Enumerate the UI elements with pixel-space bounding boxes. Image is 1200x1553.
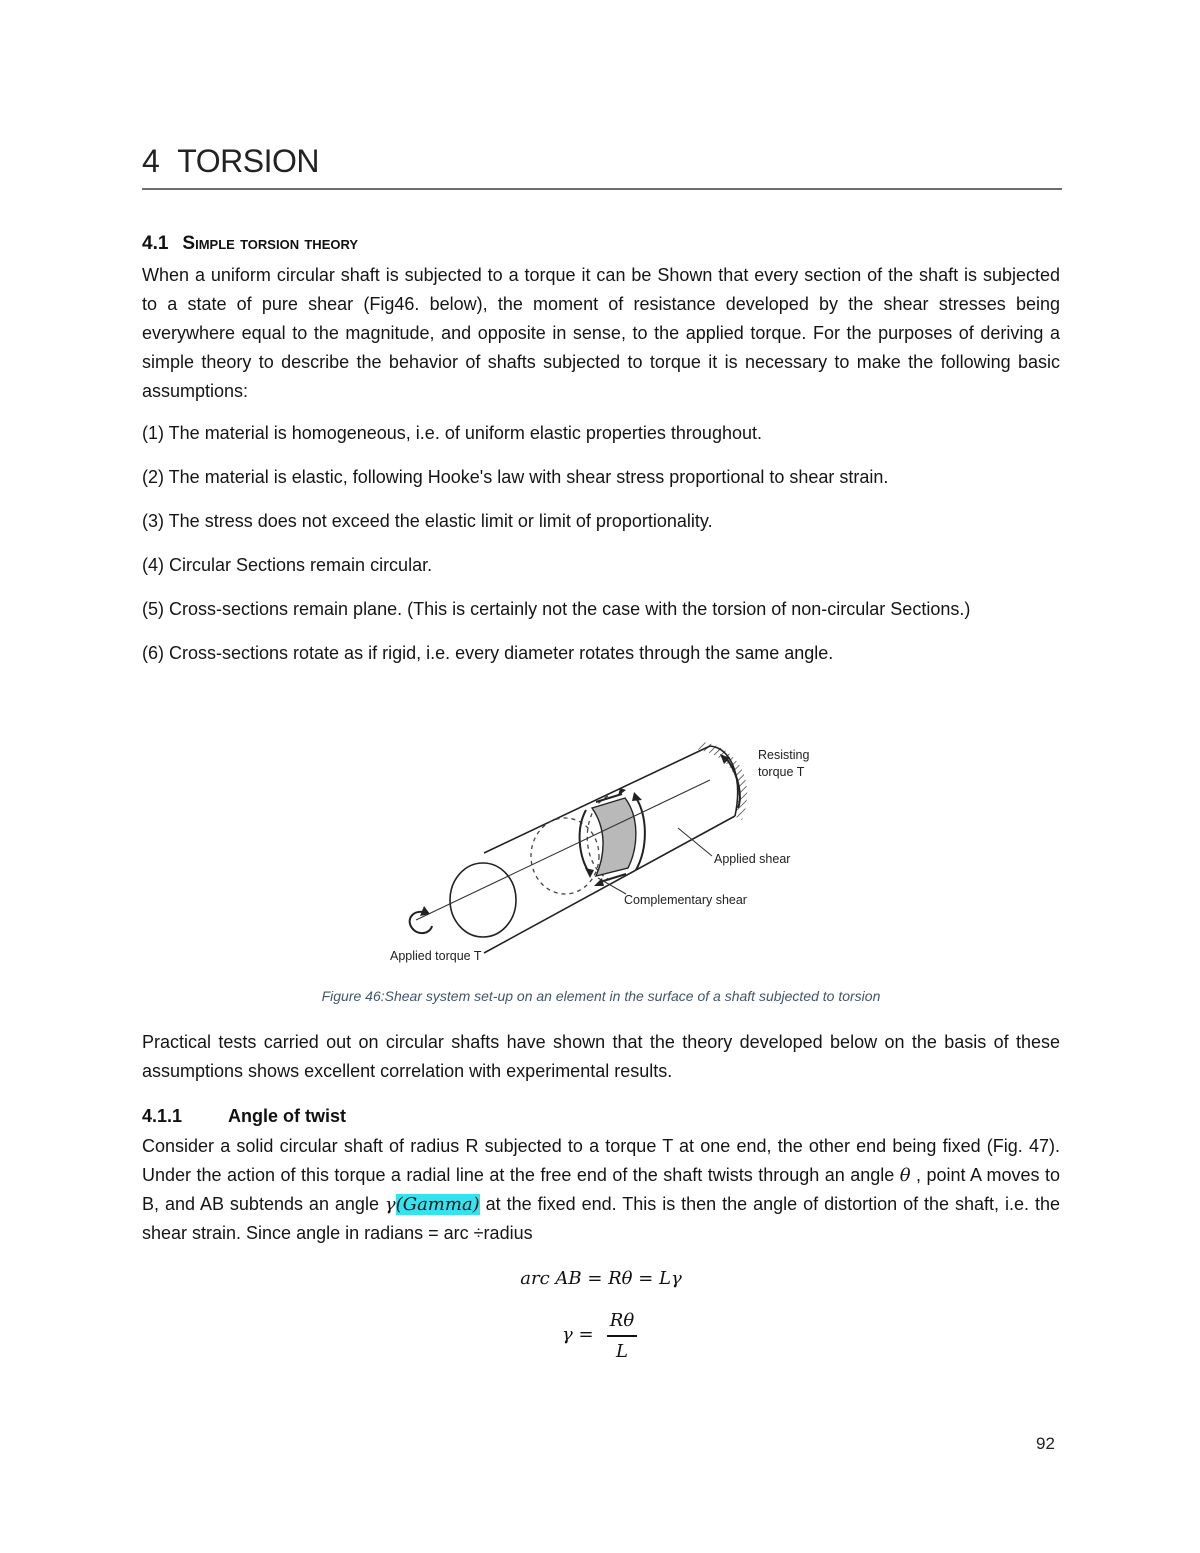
chapter-title xyxy=(142,143,319,180)
subsection-title: Angle of twist xyxy=(228,1106,346,1126)
shaft-torsion-figure xyxy=(380,728,830,968)
assumption-item-4: (4) Circular Sections remain circular. xyxy=(142,555,433,575)
assumption-item-6: (6) Cross-sections rotate as if rigid, i.e. every diameter rotates through the same angle. xyxy=(142,643,834,663)
page-number: 92 xyxy=(1036,1434,1055,1453)
angle-of-twist-paragraph xyxy=(142,1132,1060,1248)
chapter-number: 4 xyxy=(142,143,160,179)
theta-symbol: θ xyxy=(899,1165,911,1186)
assumption-item-2: (2) The material is elastic, following Hooke's law with shear stress proportional to shear strain. xyxy=(142,467,889,487)
applied-torque-label: Applied torque T xyxy=(390,949,482,963)
fixed-support-hatching xyxy=(698,742,747,820)
section-heading xyxy=(142,233,358,255)
assumption-item-5: (5) Cross-sections remain plane. (This is certainly not the case with the torsion of non-circular Sections.) xyxy=(142,599,971,619)
subsection-heading xyxy=(142,1106,346,1127)
gamma-name-highlight: (Gamma) xyxy=(395,1194,480,1215)
chapter-title-text: TORSION xyxy=(177,143,319,179)
chapter-divider xyxy=(142,188,1062,190)
twist-text-2: , point A moves to B, and AB subtends an angle xyxy=(142,1165,1060,1214)
equation-gamma-fraction xyxy=(607,1310,637,1362)
assumption-item-1: (1) The material is homogeneous, i.e. of uniform elastic properties throughout. xyxy=(142,423,762,443)
resisting-torque-label-1: Resisting xyxy=(758,748,810,762)
complementary-shear-label: Complementary shear xyxy=(624,893,747,907)
equation-arc-ab: arc AB = Rθ = Lγ xyxy=(520,1268,682,1289)
section-number: 4.1 xyxy=(142,233,169,254)
gamma-symbol: γ xyxy=(384,1194,396,1215)
applied-shear-label: Applied shear xyxy=(714,852,791,866)
section-title: Simple torsion theory xyxy=(182,233,359,254)
figure-caption: Figure 46:Shear system set-up on an element in the surface of a shaft subjected to torsion xyxy=(321,988,881,1004)
twist-text-1: Consider a solid circular shaft of radius R subjected to a torque T at one end, the other end being fixed (Fig. 47). Under the action of this torque a radial line at the free end of the shaft twists through an angle xyxy=(142,1136,1060,1185)
hidden-section-circle xyxy=(531,818,599,894)
fraction-numerator: Rθ xyxy=(609,1310,635,1331)
fraction-denominator: L xyxy=(616,1340,628,1362)
intro-paragraph: When a uniform circular shaft is subjected to a torque it can be Shown that every section of the shaft is subjected to a state of pure shear (Fig46. below), the moment of resistance developed by the shear stresses being everywhere equal to the magnitude, and opposite in sense, to the applied torque. For the purposes of deriving a simple theory to describe the behavior of shafts subjected to torque it is necessary to make the following basic assumptions: xyxy=(142,265,1060,401)
twist-text-3: at the fixed end. This is then the angle of distortion of the shaft, i.e. the shear strain. Since angle in radians = arc ÷radius xyxy=(142,1194,1060,1243)
practical-paragraph: Practical tests carried out on circular shafts have shown that the theory developed below on the basis of these assumptions shows excellent correlation with experimental results. xyxy=(142,1032,1060,1081)
assumption-item-3: (3) The stress does not exceed the elastic limit or limit of proportionality. xyxy=(142,511,713,531)
shaft-end-face xyxy=(450,863,516,937)
subsection-number: 4.1.1 xyxy=(142,1106,183,1126)
resisting-torque-label-2: torque T xyxy=(758,765,805,779)
equation-gamma-lhs: γ = xyxy=(562,1324,594,1345)
